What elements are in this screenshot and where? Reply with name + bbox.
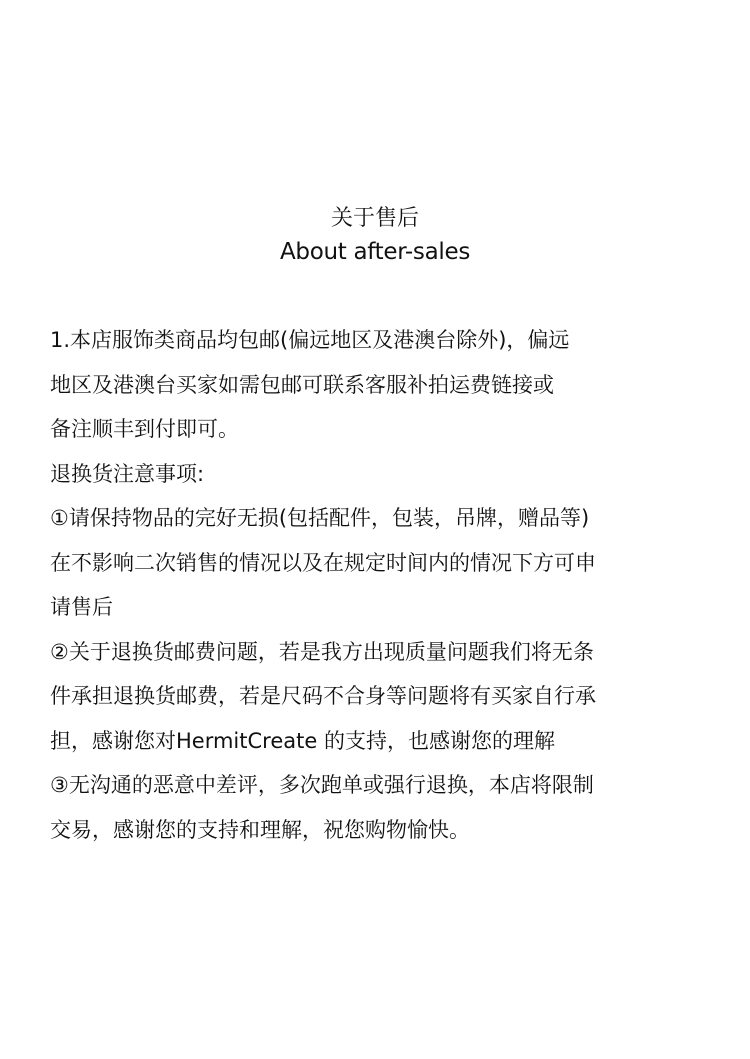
policy-line: 地区及港澳台买家如需包邮可联系客服补拍运费链接或: [50, 372, 554, 397]
policy-line: 交易，感谢您的支持和理解，祝您购物愉快。: [50, 817, 470, 842]
page-title-zh: 关于售后: [330, 206, 419, 231]
policy-line: 1.本店服饰类商品均包邮(偏远地区及港澳台除外)，偏远: [50, 328, 570, 352]
policy-line: ①请保持物品的完好无损(包括配件，包装，吊牌，赠品等): [50, 506, 590, 530]
policy-line: 担，感谢您对HermitCreate 的支持，也感谢您的理解: [50, 728, 555, 753]
policy-line: 件承担退换货邮费，若是尺码不合身等问题将有买家自行承: [50, 684, 596, 708]
policy-line: 在不影响二次销售的情况以及在规定时间内的情况下方可申: [50, 550, 596, 575]
policy-line: ③无沟通的恶意中差评，多次跑单或强行退换，本店将限制: [50, 773, 594, 797]
policy-line: 备注顺丰到付即可。: [50, 417, 239, 441]
page-title-en: About after-sales: [279, 239, 471, 265]
policy-line: ②关于退换货邮费问题，若是我方出现质量问题我们将无条: [50, 639, 594, 664]
policy-line: 请售后: [50, 595, 113, 619]
policy-line: 退换货注意事项:: [50, 461, 205, 486]
after-sales-policy-text: [50, 318, 710, 852]
